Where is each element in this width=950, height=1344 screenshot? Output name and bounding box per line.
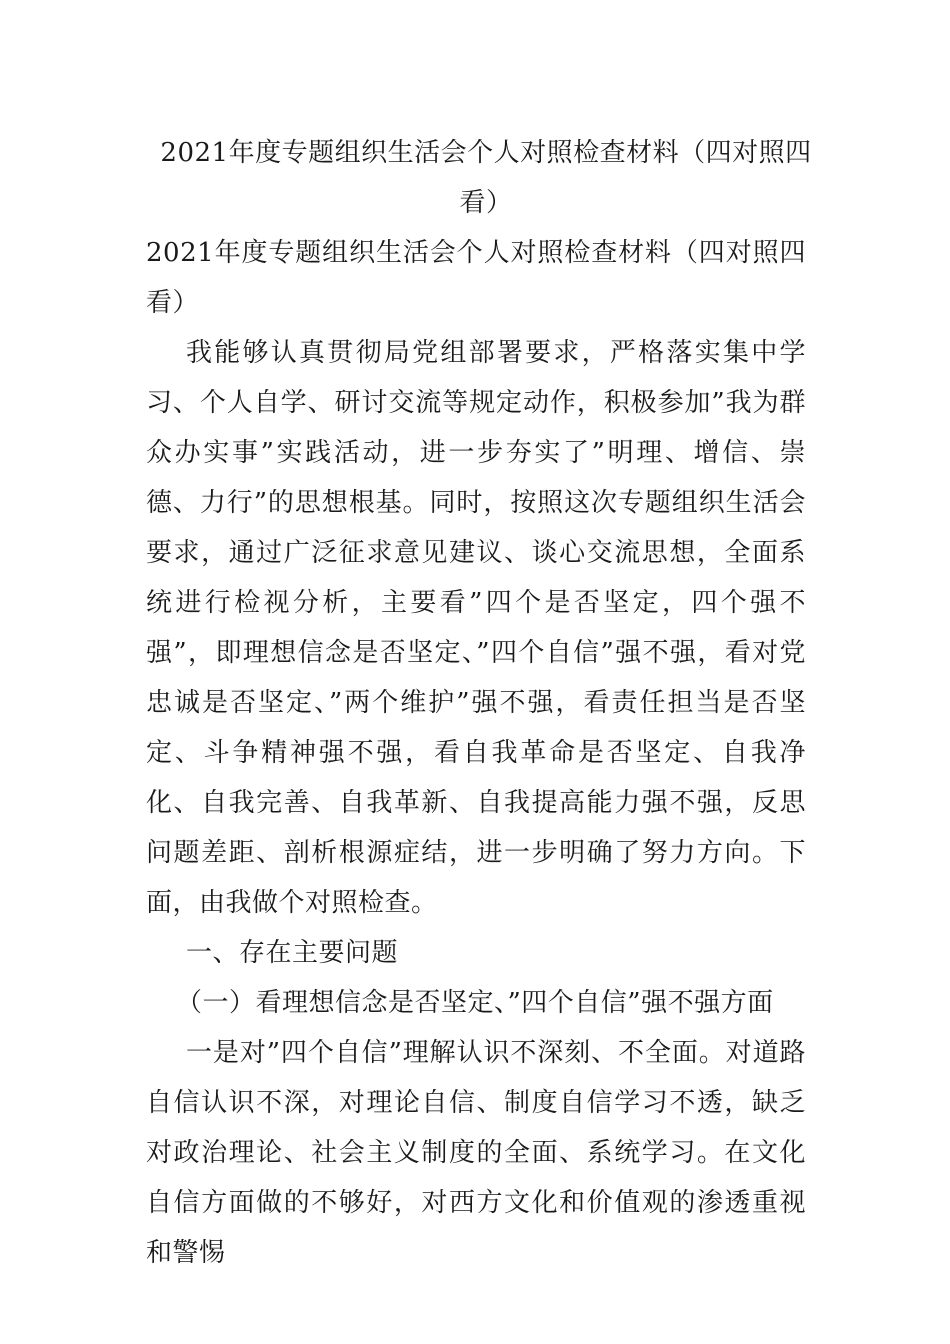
intro-paragraph: 我能够认真贯彻局党组部署要求，严格落实集中学习、个人自学、研讨交流等规定动作，积极参加”我为群众办实事”实践活动，进一步夯实了”明理、增信、崇德、力行”的思想根基。同时，按照这次专题组织生活会要求，通过广泛征求意见建议、谈心交流思想，全面系统进行检视分析，主要看”四个是否坚定，四个强不强”，即理想信念是否坚定、”四个自信”强不强，看对党忠诚是否坚定、”两个维护”强不强，看责任担当是否坚定、斗争精神强不强，看自我革命是否坚定、自我净化、自我完善、自我革新、自我提高能力强不强，反思问题差距、剖析根源症结，进一步明确了努力方向。下面，由我做个对照检查。 [146,338,806,918]
section-heading: 一、存在主要问题 [186,938,399,968]
document-title: 2021年度专题组织生活会个人对照检查材料（四对照四看） [160,138,812,218]
document-subtitle: 2021年度专题组织生活会个人对照检查材料（四对照四看） [146,238,806,318]
subsection-heading: （一）看理想信念是否坚定、”四个自信”强不强方面 [176,988,774,1018]
body-paragraph: 一是对”四个自信”理解认识不深刻、不全面。对道路自信认识不深，对理论自信、制度自信学习不透，缺乏对政治理论、社会主义制度的全面、系统学习。在文化自信方面做的不够好，对西方文化和价值观的渗透重视和警惕 [146,1038,806,1268]
document-content [146,128,812,1278]
